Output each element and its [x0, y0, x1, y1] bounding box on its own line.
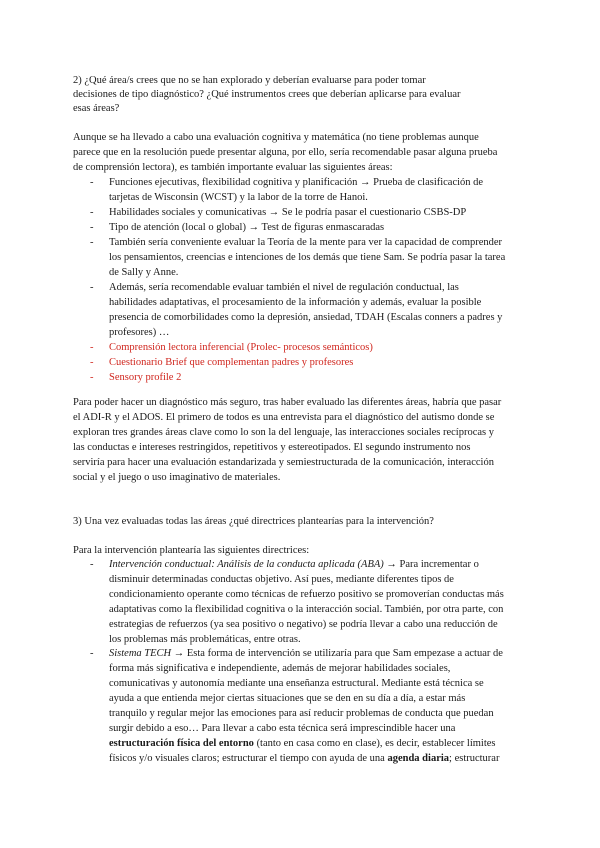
- question-2-title-line: 2) ¿Qué área/s crees que no se han explorado y deberían evaluarse para poder tomar: [73, 75, 426, 86]
- list-item: - Además, sería recomendable evaluar también el nivel de regulación conductual, las: [90, 282, 459, 293]
- intro-paragraph-line: parece que en la resolución puede presentar alguna, por ello, sería recomendable pasar alguna prueba: [73, 147, 498, 158]
- list-item-continuation: de Sally y Anne.: [109, 267, 179, 278]
- highlighted-list-item: - Sensory profile 2: [90, 372, 182, 383]
- question-2-title-line: esas áreas?: [73, 103, 120, 114]
- intervention-intro: Para la intervención plantearía las siguientes directrices:: [73, 545, 310, 556]
- bullet-dash: -: [90, 559, 94, 570]
- bold-term: estructuración física del entorno: [109, 738, 254, 749]
- diagnosis-paragraph-line: exploran tres grandes áreas clave como lo son la del lenguaje, las interacciones sociales recíprocas y: [73, 427, 494, 438]
- question-2-title-line: decisiones de tipo diagnóstico? ¿Qué instrumentos crees que deberían aplicarse para evaluar: [73, 89, 461, 100]
- diagnosis-paragraph-line: Para poder hacer un diagnóstico más seguro, tras haber evaluado las diferentes áreas, habría que pasar: [73, 397, 502, 408]
- tech-heading: Sistema TECH: [109, 648, 172, 659]
- list-item-continuation: forma más significativa e independiente, además de mejorar habilidades sociales,: [109, 663, 451, 674]
- bullet-dash: -: [90, 282, 94, 293]
- bold-term: agenda diaria: [387, 753, 450, 764]
- list-item-continuation: comunicativas y autonomía mediante una enseñanza estructural. Mediante está técnica se: [109, 678, 484, 689]
- list-item-continuation: adaptativas como la flexibilidad cognitiva o la interacción social. También, por otra parte, con: [109, 604, 504, 615]
- list-item: - También sería conveniente evaluar la Teoría de la mente para ver la capacidad de comprender: [90, 237, 503, 248]
- list-item-continuation: disminuir determinadas conductas objetivo. Así pues, mediante diferentes tipos de: [109, 574, 454, 585]
- list-item: - Funciones ejecutivas, flexibilidad cognitiva y planificación → Prueba de clasificación de: [90, 177, 484, 188]
- highlighted-list-item: - Comprensión lectora inferencial (Prolec- procesos semánticos): [90, 342, 373, 353]
- question-3-title: 3) Una vez evaluadas todas las áreas ¿qué directrices plantearías para la intervención?: [73, 516, 434, 527]
- list-item: - Tipo de atención (local o global) → Test de figuras enmascaradas: [90, 222, 385, 233]
- list-item: - Habilidades sociales y comunicativas → Se le podría pasar el cuestionario CSBS-DP: [90, 207, 467, 218]
- list-item-continuation: presencia de comorbilidades como la depresión, ansiedad, TDAH (Escalas conners a padres y: [109, 312, 503, 323]
- bullet-dash: -: [90, 207, 94, 218]
- bullet-dash: -: [90, 357, 94, 368]
- aba-heading: Intervención conductual: Análisis de la conducta aplicada (ABA): [109, 559, 384, 570]
- bullet-dash: -: [90, 222, 94, 233]
- diagnosis-paragraph-line: el ADI-R y el ADOS. El primero de todos es una entrevista para el diagnóstico del autismo donde se: [73, 412, 495, 423]
- list-item-continuation: habilidades adaptativas, el procesamiento de la información y además, evaluar la posible: [109, 297, 482, 308]
- intro-paragraph-line: Aunque se ha llevado a cabo una evaluación cognitiva y matemática (no tiene problemas aunque: [73, 132, 479, 143]
- bullet-dash: -: [90, 342, 94, 353]
- list-item-continuation: tarjetas de Wisconsin (WCST) y la labor de la torre de Hanoi.: [109, 192, 368, 203]
- list-item-continuation: estrategias de refuerzos (ya sea positivo o negativo) se podría llevar a cabo una reducción de: [109, 619, 498, 630]
- list-item-continuation: condicionamiento operante como técnicas de refuerzo positivo se promoverían conductas más: [109, 589, 504, 600]
- highlighted-list-item: - Cuestionario Brief que complementan padres y profesores: [90, 357, 354, 368]
- list-item-continuation: profesores) …: [109, 327, 170, 338]
- intro-paragraph-line: de comprensión lectora), es también importante evaluar las siguientes áreas:: [73, 162, 393, 173]
- list-item-continuation: tranquilo y regular mejor las emociones para así reducir problemas de conducta que puedan: [109, 708, 494, 719]
- list-item: - Intervención conductual: Análisis de la conducta aplicada (ABA) → Para incrementar o: [90, 559, 479, 570]
- list-item-continuation: los problemas más problemáticas, entre otras.: [109, 634, 301, 645]
- bullet-dash: -: [90, 177, 94, 188]
- list-item-continuation: ayuda a que entienda mejor ciertas situaciones que se den en su día a día, a estar más: [109, 693, 466, 704]
- list-item-continuation: los pensamientos, creencias e intenciones de los demás que tiene Sam. Se podría pasar la tarea: [109, 252, 506, 263]
- list-item-continuation: surgir debido a eso… Para llevar a cabo esta técnica será imprescindible hacer una: [109, 723, 456, 734]
- diagnosis-paragraph-line: social y el juego o uso imaginativo de materiales.: [73, 472, 281, 483]
- bullet-dash: -: [90, 372, 94, 383]
- list-item: - Sistema TECH → Esta forma de intervención se utilizaría para que Sam empezase a actuar de: [90, 648, 503, 659]
- bullet-dash: -: [90, 237, 94, 248]
- diagnosis-paragraph-line: las conductas e intereses restringidos, repetitivos y estereotipados. El segundo instrumento nos: [73, 442, 471, 453]
- list-item-continuation: estructuración física del entorno (tanto en casa como en clase), es decir, establecer límites: [109, 738, 496, 749]
- bullet-dash: -: [90, 648, 94, 659]
- diagnosis-paragraph-line: serviría para hacer una evaluación estandarizada y semiestructurada de la comunicación, interacción: [73, 457, 494, 468]
- list-item-continuation: físicos y/o visuales claros; estructurar el tiempo con ayuda de una agenda diaria; estructurar: [109, 753, 500, 764]
